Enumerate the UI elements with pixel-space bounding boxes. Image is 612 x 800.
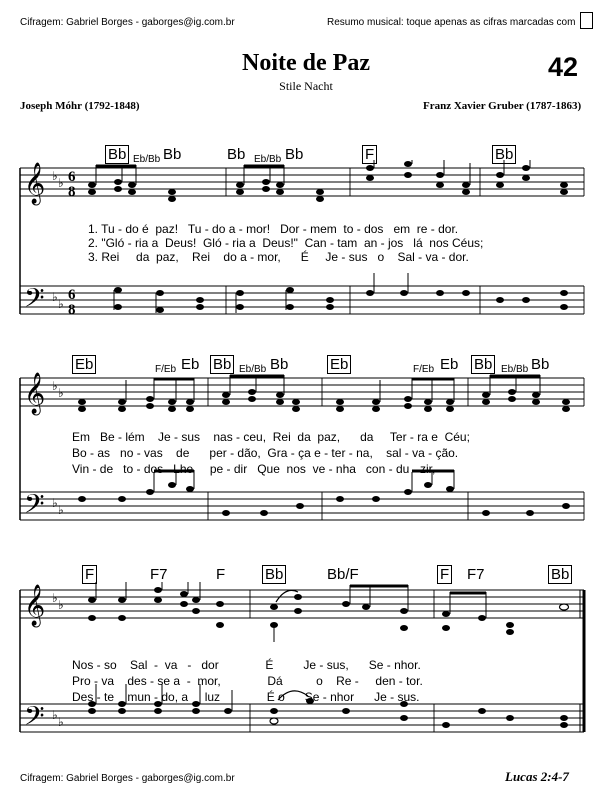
lyric-line: Pro - va des - se a - mor, Dá o Re - den - tor. (72, 674, 423, 688)
svg-text:♭: ♭ (58, 715, 64, 729)
lyric-line: 1. Tu - do é paz! Tu - do a - mor! Dor - mem to - dos em re - dor. (88, 222, 459, 236)
svg-text:𝄢: 𝄢 (24, 700, 45, 738)
svg-text:𝄢: 𝄢 (24, 282, 45, 320)
chord: Bb (471, 356, 495, 373)
svg-text:♭: ♭ (58, 598, 64, 612)
chord: F/Eb (155, 364, 177, 375)
chord: Bb (105, 146, 129, 163)
lyric-line: Em Be - lém Je - sus nas - ceu, Rei da paz, da Ter - ra e Céu; (72, 430, 470, 444)
chord: F/Eb (413, 364, 435, 375)
chord: F7 (150, 566, 168, 583)
chord: Bb (285, 146, 304, 163)
svg-text:♭: ♭ (52, 708, 58, 722)
lyricist: Joseph Móhr (1792-1848) (20, 100, 140, 112)
chord: Eb (181, 356, 200, 373)
chord: Bb (270, 356, 289, 373)
svg-text:♭: ♭ (58, 386, 64, 400)
chord: Bb/F (327, 566, 359, 583)
lyric-line: Des - te mun - do, a luz É o Se - nhor Je - sus. (72, 690, 420, 704)
svg-text:♭: ♭ (58, 176, 64, 190)
chord: F7 (467, 566, 485, 583)
svg-text:6: 6 (68, 287, 76, 303)
chord: Eb (72, 356, 96, 373)
marker-checkbox (580, 12, 593, 29)
svg-text:6: 6 (68, 169, 76, 185)
svg-text:𝄞: 𝄞 (24, 373, 46, 414)
lyric-line: Bo - as no - vas de per - dão, Gra - ça e - ter - na, sal - va - ção. (72, 446, 459, 460)
svg-text:♭: ♭ (58, 297, 64, 311)
chord: F (362, 146, 377, 163)
chord: Bb (163, 146, 182, 163)
header-summary-note: Resumo musical: toque apenas as cifras marcadas com (327, 17, 576, 28)
svg-text:𝄢: 𝄢 (24, 488, 45, 526)
chord: F (216, 566, 226, 583)
svg-text:8: 8 (68, 184, 76, 200)
svg-text:♭: ♭ (52, 169, 58, 183)
svg-text:♭: ♭ (52, 496, 58, 510)
chord: Bb (548, 566, 572, 583)
chord: Bb (492, 146, 516, 163)
svg-text:♭: ♭ (58, 503, 64, 517)
svg-text:8: 8 (68, 302, 76, 318)
lyric-line: Nos - so Sal - va - dor É Je - sus, Se - nhor. (72, 658, 421, 672)
chord: Eb (327, 356, 351, 373)
chord: Eb/Bb (133, 154, 161, 165)
header-credit: Cifragem: Gabriel Borges - gaborges@ig.com.br (20, 17, 235, 28)
chord: Bb (227, 146, 246, 163)
svg-text:𝄞: 𝄞 (24, 585, 46, 626)
song-title: Noite de Paz (242, 50, 370, 76)
chord: Eb/Bb (239, 364, 267, 375)
chord: Eb/Bb (501, 364, 529, 375)
lyric-line: Vin - de to - dos Lhe pe - dir Que nos ve - nha con - du - zir, (72, 462, 436, 476)
svg-text:♭: ♭ (52, 379, 58, 393)
lyric-line: 3. Rei da paz, Rei do a - mor, É Je - sus o Sal - va - dor. (88, 250, 469, 264)
lyric-line: 2. "Gló - ria a Deus! Gló - ria a Deus!" Can - tam an - jos lá nos Céus; (88, 236, 484, 250)
song-subtitle: Stile Nacht (279, 79, 333, 93)
chord: Eb (440, 356, 459, 373)
scripture-reference: Lucas 2:4-7 (505, 769, 569, 784)
chord: Bb (210, 356, 234, 373)
chord: Bb (262, 566, 286, 583)
svg-text:♭: ♭ (52, 591, 58, 605)
chord: Eb/Bb (254, 154, 282, 165)
chord: F (82, 566, 97, 583)
song-number: 42 (548, 52, 579, 82)
svg-text:♭: ♭ (52, 290, 58, 304)
chord: F (437, 566, 452, 583)
footer-credit: Cifragem: Gabriel Borges - gaborges@ig.com.br (20, 773, 235, 784)
chord: Bb (531, 356, 550, 373)
composer: Franz Xavier Gruber (1787-1863) (423, 100, 582, 112)
svg-text:𝄞: 𝄞 (24, 163, 46, 204)
